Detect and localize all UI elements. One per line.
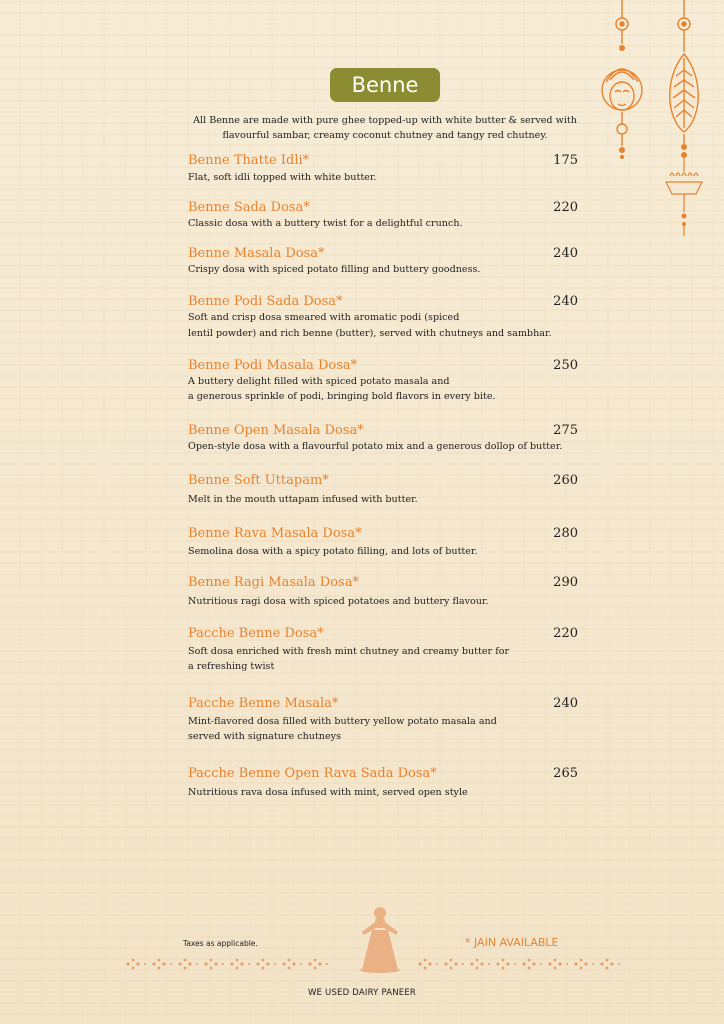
item-name: Benne Soft Uttapam* xyxy=(188,473,329,488)
item-price: 290 xyxy=(553,575,578,590)
item-name: Pacche Benne Dosa* xyxy=(188,626,324,641)
item-price: 175 xyxy=(553,153,578,168)
banana-leaf-icon xyxy=(670,0,699,158)
item-description: Nutritious rava dosa infused with mint, served open style xyxy=(188,787,468,798)
section-title: Benne xyxy=(351,73,419,97)
item-description: lentil powder) and rich benne (butter), served with chutneys and sambhar. xyxy=(188,328,552,339)
item-price: 260 xyxy=(553,473,578,488)
item-name: Benne Rava Masala Dosa* xyxy=(188,526,362,541)
diamond-dot-border-icon xyxy=(120,954,640,974)
item-description: Nutritious ragi dosa with spiced potatoes and buttery flavour. xyxy=(188,596,489,607)
item-name: Benne Podi Masala Dosa* xyxy=(188,358,358,373)
item-description: Soft dosa enriched with fresh mint chutney and creamy butter for xyxy=(188,646,510,657)
item-description: Mint-flavored dosa filled with buttery yellow potato masala and xyxy=(188,716,497,727)
item-name: Benne Masala Dosa* xyxy=(188,246,325,261)
item-name: Benne Podi Sada Dosa* xyxy=(188,294,343,309)
item-description: Open-style dosa with a flavourful potato mix and a generous dollop of butter. xyxy=(188,441,563,452)
item-price: 220 xyxy=(553,626,578,641)
item-price: 240 xyxy=(553,246,578,261)
item-description: a refreshing twist xyxy=(188,661,275,672)
item-name: Benne Open Masala Dosa* xyxy=(188,423,364,438)
item-description: A buttery delight filled with spiced potato masala and xyxy=(188,376,450,387)
item-description: Melt in the mouth uttapam infused with butter. xyxy=(188,494,418,505)
item-price: 250 xyxy=(553,358,578,373)
intro-line-1: All Benne are made with pure ghee topped-up with white butter & served with xyxy=(193,115,577,126)
item-description: served with signature chutneys xyxy=(188,731,342,742)
item-description: Crispy dosa with spiced potato filling and buttery goodness. xyxy=(188,264,481,275)
jain-available-note: * JAIN AVAILABLE xyxy=(465,936,559,949)
item-description: Semolina dosa with a spicy potato filling, and lots of butter. xyxy=(188,546,478,557)
item-name: Benne Sada Dosa* xyxy=(188,200,310,215)
item-price: 220 xyxy=(553,200,578,215)
hanging-decoration xyxy=(596,0,706,240)
item-name: Pacche Benne Masala* xyxy=(188,696,339,711)
item-name: Benne Ragi Masala Dosa* xyxy=(188,575,359,590)
item-description: Flat, soft idli topped with white butter. xyxy=(188,172,377,183)
item-price: 240 xyxy=(553,294,578,309)
intro-line-2: flavourful sambar, creamy coconut chutney and tangy red chutney. xyxy=(222,130,548,141)
taxes-note: Taxes as applicable. xyxy=(183,939,258,948)
item-price: 240 xyxy=(553,696,578,711)
item-price: 275 xyxy=(553,423,578,438)
item-description: a generous sprinkle of podi, bringing bold flavors in every bite. xyxy=(188,391,496,402)
brass-lamp-icon xyxy=(666,158,702,236)
item-description: Soft and crisp dosa smeared with aromatic podi (spiced xyxy=(188,312,460,323)
item-description: Classic dosa with a buttery twist for a delightful crunch. xyxy=(188,218,463,229)
paneer-note: WE USED DAIRY PANEER xyxy=(307,988,417,998)
item-name: Benne Thatte Idli* xyxy=(188,153,310,168)
section-intro xyxy=(175,113,595,143)
item-price: 265 xyxy=(553,766,578,781)
item-price: 280 xyxy=(553,526,578,541)
kathakali-mask-icon xyxy=(602,0,642,159)
section-title-badge xyxy=(330,68,440,102)
item-name: Pacche Benne Open Rava Sada Dosa* xyxy=(188,766,437,781)
